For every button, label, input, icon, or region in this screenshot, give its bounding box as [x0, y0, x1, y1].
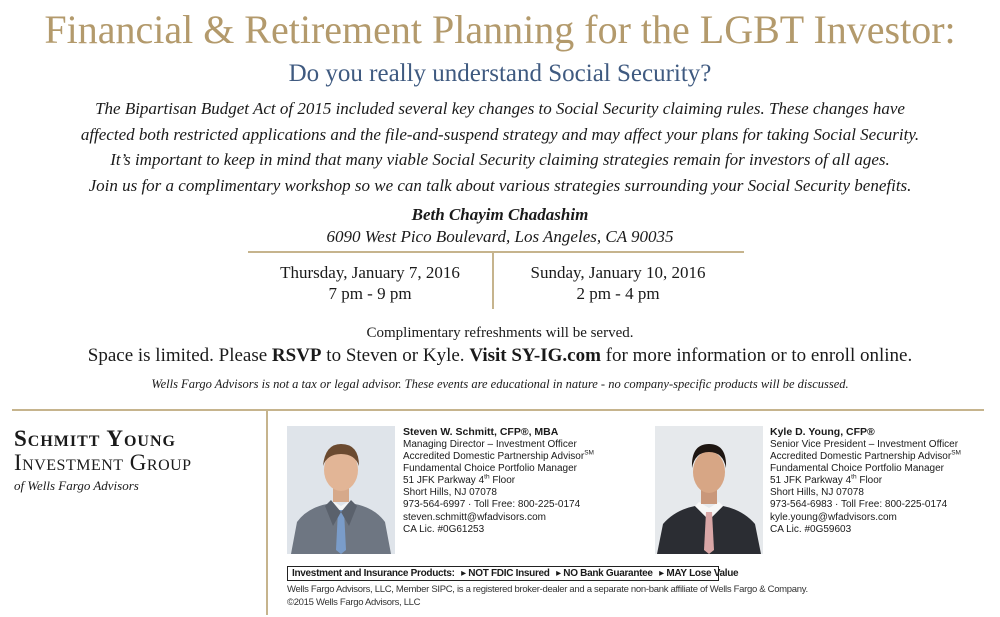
- website-link[interactable]: Visit SY-IG.com: [469, 345, 601, 366]
- session-time: 7 pm - 9 pm: [328, 284, 412, 303]
- investment-products-disclosure: [287, 566, 739, 581]
- no-bank-guarantee: ▸ NO Bank Guarantee: [556, 568, 653, 579]
- footer-vertical-divider: [266, 411, 268, 615]
- portrait-illustration: [287, 426, 395, 554]
- advisor-license: CA Lic. #0G59603: [770, 523, 852, 535]
- advisor-card-young: [770, 426, 995, 536]
- advisor-photo: [655, 426, 763, 554]
- session-time: 2 pm - 4 pm: [576, 284, 660, 303]
- advisor-role: Fundamental Choice Portfolio Manager: [403, 463, 577, 475]
- advisor-address: 51 JFK Parkway 4th Floor: [770, 473, 883, 487]
- advisor-address: 51 JFK Parkway 4th Floor: [403, 473, 516, 487]
- session-thursday: [248, 262, 492, 304]
- session-sunday: [496, 262, 740, 304]
- advisor-role: Fundamental Choice Portfolio Manager: [770, 463, 944, 475]
- page-subtitle: Do you really understand Social Security?: [288, 60, 712, 87]
- advisor-accreditation: Accredited Domestic Partnership Advisor℠: [770, 449, 961, 463]
- venue-divider: [248, 251, 744, 253]
- intro-paragraph: [0, 96, 1000, 198]
- venue-name: Beth Chayim Chadashim: [411, 205, 589, 224]
- advisor-phone: 973-564-6997 · Toll Free: 800-225-0174: [403, 499, 581, 511]
- not-fdic-insured: ▸ NOT FDIC Insured: [461, 568, 550, 579]
- session-date: Thursday, January 7, 2016: [280, 263, 460, 282]
- advisor-phone: 973-564-6983 · Toll Free: 800-225-0174: [770, 499, 948, 511]
- rsvp-text: for more information or to enroll online.: [600, 345, 913, 366]
- logo-tagline: of Wells Fargo Advisors: [14, 478, 139, 493]
- session-date: Sunday, January 10, 2016: [530, 263, 706, 282]
- advisor-city: Short Hills, NJ 07078: [403, 487, 497, 499]
- logo-line: Investment Group: [14, 450, 192, 475]
- legal-notice: Wells Fargo Advisors, LLC, Member SIPC, is a registered broker-dealer and a separate non-bank affiliate of Wells Fargo & Company.: [287, 584, 808, 595]
- advisor-name: Kyle D. Young, CFP®: [770, 426, 875, 438]
- session-divider: [492, 253, 494, 309]
- rsvp-text: to Steven or Kyle.: [321, 345, 470, 366]
- rsvp-line: [0, 345, 1000, 367]
- advisor-name: Steven W. Schmitt, CFP®, MBA: [403, 426, 559, 438]
- logo-line: Schmitt Young: [14, 426, 176, 451]
- refreshments-note: Complimentary refreshments will be served.: [366, 325, 634, 341]
- advisor-title: Managing Director – Investment Officer: [403, 439, 577, 450]
- advisor-city: Short Hills, NJ 07078: [770, 487, 864, 499]
- intro-line: It’s important to keep in mind that many viable Social Security claiming strategies remain for investors of all ages.: [110, 150, 890, 169]
- advisor-title: Senior Vice President – Investment Officer: [770, 439, 959, 450]
- intro-line: affected both restricted applications and the file-and-suspend strategy and may affect your plans for taking Social Security.: [80, 124, 920, 144]
- disclaimer: Wells Fargo Advisors is not a tax or legal advisor. These events are educational in nature - no company-specific products will be discussed.: [151, 377, 849, 391]
- rsvp-text: Space is limited. Please: [87, 345, 272, 366]
- intro-line: Join us for a complimentary workshop so we can talk about various strategies surrounding your Social Security benefits.: [88, 175, 912, 195]
- may-lose-value: ▸ MAY Lose Value: [659, 568, 739, 579]
- intro-line: The Bipartisan Budget Act of 2015 included several key changes to Social Security claiming rules. These changes have: [95, 99, 905, 118]
- footer-divider: [12, 409, 984, 411]
- advisor-license: CA Lic. #0G61253: [403, 523, 485, 535]
- company-logo: [14, 426, 264, 494]
- rsvp-emphasis: RSVP: [271, 345, 322, 366]
- venue-address: 6090 West Pico Boulevard, Los Angeles, CA 90035: [326, 227, 674, 246]
- page-title: Financial & Retirement Planning for the LGBT Investor:: [44, 7, 956, 52]
- advisor-photo: [287, 426, 395, 554]
- advisor-card-schmitt: [403, 426, 653, 536]
- products-label: Investment and Insurance Products:: [292, 568, 455, 579]
- portrait-illustration: [655, 426, 763, 554]
- advisor-accreditation: Accredited Domestic Partnership Advisor℠: [403, 449, 594, 463]
- copyright-notice: ©2015 Wells Fargo Advisors, LLC: [287, 597, 421, 608]
- advisor-email[interactable]: steven.schmitt@wfadvisors.com: [403, 511, 546, 523]
- advisor-email[interactable]: kyle.young@wfadvisors.com: [770, 511, 897, 523]
